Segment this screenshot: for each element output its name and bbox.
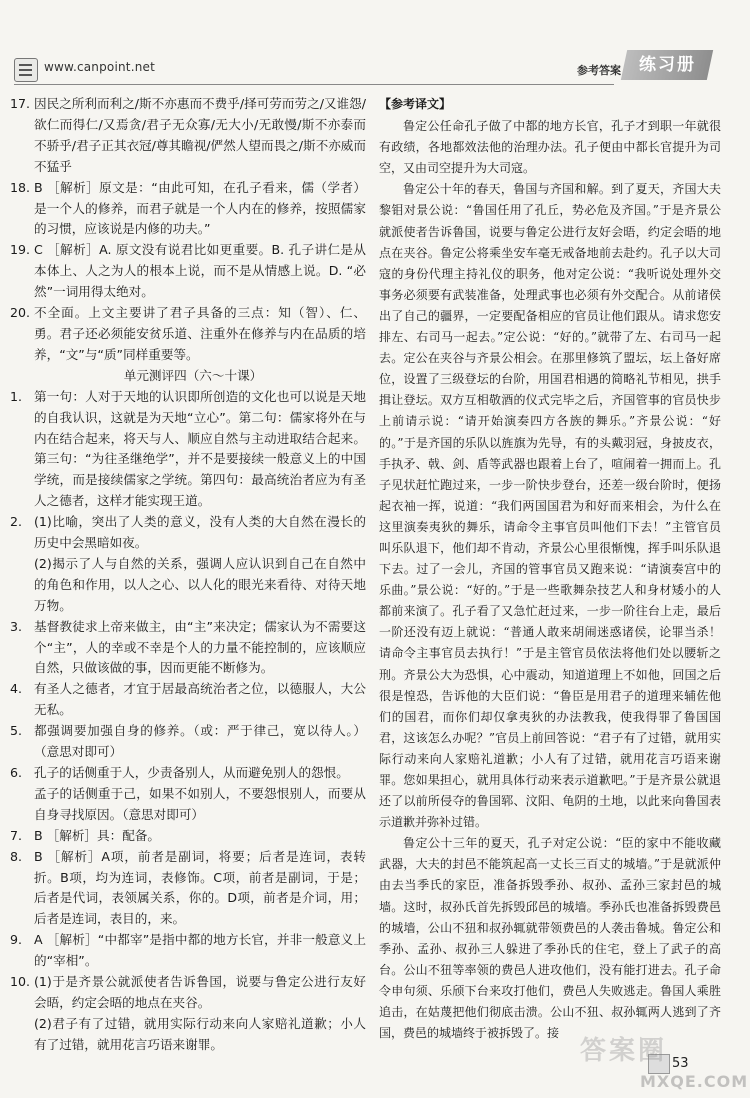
answer-10 [10, 972, 366, 1056]
answer-number: 7. [10, 827, 23, 843]
answer-number: 8. [10, 848, 23, 864]
translation-paragraph: 鲁定公十年的春天，鲁国与齐国和解。到了夏天，齐国大夫黎钼对景公说：“鲁国任用了孔丘，势必危及齐国。”于是齐景公就派使者告诉鲁国，说要与鲁定公进行友好会晤，约定会晤的地点在夹谷。鲁定公将乘坐安车毫无戒备地前去赴约。孔子以大司寇的身份代理主持礼仪的职务，他对定公说：“我听说处理外交事务必须要有武装准备，处理武事也必须有外交配合。从前诸侯出了自己的疆界，一定要配备相应的官员让他们跟从。请求您安排左、右司马一起去。”定公说：“好的。”就带了左、右司马一起去。定公在夹谷与齐景公相会。在那里修筑了盟坛，坛上备好席位，设置了三级登坛的台阶，用国君相遇的简略礼节相见，拱手揖让登坛。双方互相敬酒的仪式完毕之后，齐国管事的官员快步上前请示说：“请开始演奏四方各族的舞乐。”齐景公说：“好的。”于是齐国的乐队以旌旗为先导，有的头戴羽冠，身披皮衣，手执矛、戟、剑、盾等武器也跟着上台了，喧闹着一拥而上。孔子见状赶忙跑过来，一步一阶快步登台，还差一级台阶时，便扬起衣袖一挥，说道：“我们两国国君为和好而来相会，为什么在这里演奏夷狄的舞乐，请命令主事官员叫他们下去！”主管官员叫乐队退下，他们却不肯动，齐景公心里很惭愧，挥手叫乐队退下去。过了一会儿，齐国的管事官员又跑来说：“请演奏宫中的乐曲。”景公说：“好的。”于是一些歌舞杂技艺人和身材矮小的人都前来演了。孔子看了又急忙赶过来，一步一阶往台上走，最后一阶还没有迈上就说：“普通人敢来胡闹迷惑诸侯，论罪当杀！请命令主事官员去执行！”于是主管官员依法将他们处以腰斩之刑。齐景公大为恐惧，心中震动，知道道理上不如他，回国之后很是惶恐，告诉他的大臣们说：“鲁臣是用君子的道理来辅佐他们的国君，而你们却仅拿夷狄的办法教我，使我得罪了鲁国国君，这该怎么办呢？”官员上前回答说：“君子有了过错，就用实际行动来向人家赔礼道歉；小人有了过错，就用花言巧语来谢罪。您如果担心，就用具体行动来表示道歉吧。”于是齐景公就退还了以前所侵夺的鲁国郓、汶阳、龟阴的土地，以此来向鲁国表示道歉并弥补过错。 [379, 182, 721, 830]
answer-text: B ［解析］原文是：“由此可知，在孔子看来，儒（学者）是一个人的修养，而君子就是一个人内在的修养，按照儒家的习惯，应该说是内修的功夫。” [34, 179, 366, 237]
answer-7 [10, 826, 366, 847]
answer-number: 18. [10, 179, 31, 195]
answer-9 [10, 930, 366, 972]
answer-text: B ［解析］具：配备。 [34, 827, 160, 843]
answer-body [34, 972, 366, 1056]
answer-5 [10, 721, 366, 763]
header-title: 参考答案 [577, 64, 621, 77]
watermark-url: MXQE.COM [640, 1072, 749, 1091]
answer-text: 都强调要加强自身的修养。（或：严于律己，宽以待人。）（意思对即可） [34, 723, 366, 760]
answer-text: C ［解析］A. 原文没有说君比如更重要。B. 孔子讲仁是从本体上、人之为人的根本上说，而不是从情感上说。D. “必然”一词用得太绝对。 [34, 242, 366, 300]
answer-18 [10, 178, 366, 241]
translation-title: 【参考译文】 [379, 97, 452, 111]
header-divider [14, 84, 614, 85]
answer-number: 19. [10, 242, 31, 258]
answer-text: 因民之所利而利之/斯不亦惠而不费乎/择可劳而劳之/又谁怨/欲仁而得仁/又焉贪/君子无众寡/无大小/无敢慢/斯不亦泰而不骄乎/君子正其衣冠/尊其瞻视/俨然人望而畏之/斯不亦威而不猛乎 [34, 96, 366, 174]
answer-text: 基督教徒求上帝来做主，由“主”来决定；儒家认为不需要这个“主”，人的幸或不幸是个人的力量不能控制的，应该顺应自然，只做该做的事，因而更能不断修为。 [34, 618, 366, 676]
answer-number: 6. [10, 765, 23, 780]
answer-number: 10. [10, 974, 31, 990]
answer-body [34, 512, 366, 617]
answer-text: (2)君子有了过错，就用实际行动来向人家赔礼道歉；小人有了过错，就用花言巧语来谢罪。 [34, 1015, 366, 1052]
answer-text: 不全面。上文主要讲了君子具备的三点：知（智）、仁、勇。君子还必须能安贫乐道、注重外在修养与内在品质的培养，“文”与“质”同样重要等。 [34, 305, 366, 362]
translation-paragraph: 鲁定公十三年的夏天，孔子对定公说：“臣的家中不能收藏武器，大夫的封邑不能筑起高一丈长三百丈的城墙。”于是就派仲由去当季氏的家臣，准备拆毁季孙、叔孙、孟孙三家封邑的城墙。这时，叔孙氏首先拆毁邱邑的城墙。季孙氏也准备拆毁费邑的城墙，公山不狃和叔孙辄就带领费邑的人袭击鲁城。鲁定公和季孙、孟孙、叔孙三人躲进了季孙氏的住宅，登上了武子的高台。公山不狃等率领的费邑人进攻他们，没有能打进去。孔子命令申句须、乐颀下台来攻打他们，费邑人失败逃走。鲁国人乘胜追击，在姑蔑把他们彻底击溃。公山不狃、叔孙辄两人逃到了齐国，费邑的城墙终于被拆毁了。接 [379, 836, 721, 1041]
answer-text: (2)揭示了人与自然的关系，强调人应认识到自己在自然中的角色和作用，以人之心、以人化的眼光来看待、对待天地万物。 [34, 555, 366, 613]
answer-number: 2. [10, 514, 23, 530]
answer-19 [10, 240, 366, 303]
translation-column [379, 94, 721, 1044]
answer-text: 第一句：人对于天地的认识即所创造的文化也可以说是天地的自我认识，这就是为天地“立心”。第二句：儒家将外在与内在结合起来，将天与人、顺应自然与主动进取结合起来。第三句：“为往圣继绝学”，并不是要接续一般意义上的中国学统，而是接续儒家之学统。第四句：最高统治者应为有圣人之德者，这样才能实现王道。 [34, 388, 366, 509]
site-url: www.canpoint.net [44, 60, 156, 74]
answer-number: 9. [10, 932, 23, 948]
answer-17 [10, 94, 366, 178]
translation-paragraph: 鲁定公任命孔子做了中都的地方长官，孔子才到职一年就很有政绩，各地都效法他的治理办法。孔子便由中都长官提升为司空，又由司空提升为大司寇。 [379, 119, 721, 176]
answer-6 [10, 763, 366, 826]
book-logo-icon [14, 58, 38, 82]
workbook-banner [621, 50, 713, 80]
answer-number: 17. [10, 96, 31, 111]
answer-text: 孔子的话侧重于人，少责备别人，从而避免别人的怨恨。 [34, 765, 349, 780]
answer-text: (1)比喻，突出了人类的意义，没有人类的大自然在漫长的历史中会黑暗如夜。 [34, 514, 366, 551]
answer-4 [10, 679, 366, 721]
answers-column [10, 94, 366, 1056]
page-number: 53 [672, 1056, 689, 1071]
answer-text: 有圣人之德者，才宜于居最高统治者之位，以德服人，大公无私。 [34, 681, 366, 718]
answer-20 [10, 303, 366, 366]
answer-body [34, 763, 366, 826]
section-title: 单元测评四（六～十课） [123, 367, 263, 383]
answer-3 [10, 617, 366, 680]
answer-number: 20. [10, 305, 31, 321]
answer-2 [10, 512, 366, 617]
answer-number: 1. [10, 388, 23, 404]
answer-text: A ［解析］“中都宰”是指中都的地方长官，并非一般意义上的“宰相”。 [34, 932, 366, 969]
watermark-logo: 答案圈 [580, 1036, 668, 1066]
answer-text: B ［解析］A项，前者是副词，将要；后者是连词，表转折。B项，均为连词，表修饰。C项，前者是副词，于是；后者是代词，表领属关系，你的。D项，前者是介词，用；后者是连词，表目的，来。 [34, 848, 366, 927]
banner-label: 练习册 [638, 55, 696, 75]
answer-number: 4. [10, 681, 23, 697]
page-header [0, 0, 750, 95]
answer-number: 5. [10, 723, 23, 739]
answer-text: (1)于是齐景公就派使者告诉鲁国，说要与鲁定公进行友好会晤，约定会晤的地点在夹谷。 [34, 974, 366, 1010]
answer-1 [10, 387, 366, 512]
answer-8 [10, 847, 366, 931]
answer-text: 孟子的话侧重于己，如果不如别人，不要怨恨别人，而要从自身寻找原因。（意思对即可） [34, 785, 366, 822]
answer-number: 3. [10, 618, 23, 634]
